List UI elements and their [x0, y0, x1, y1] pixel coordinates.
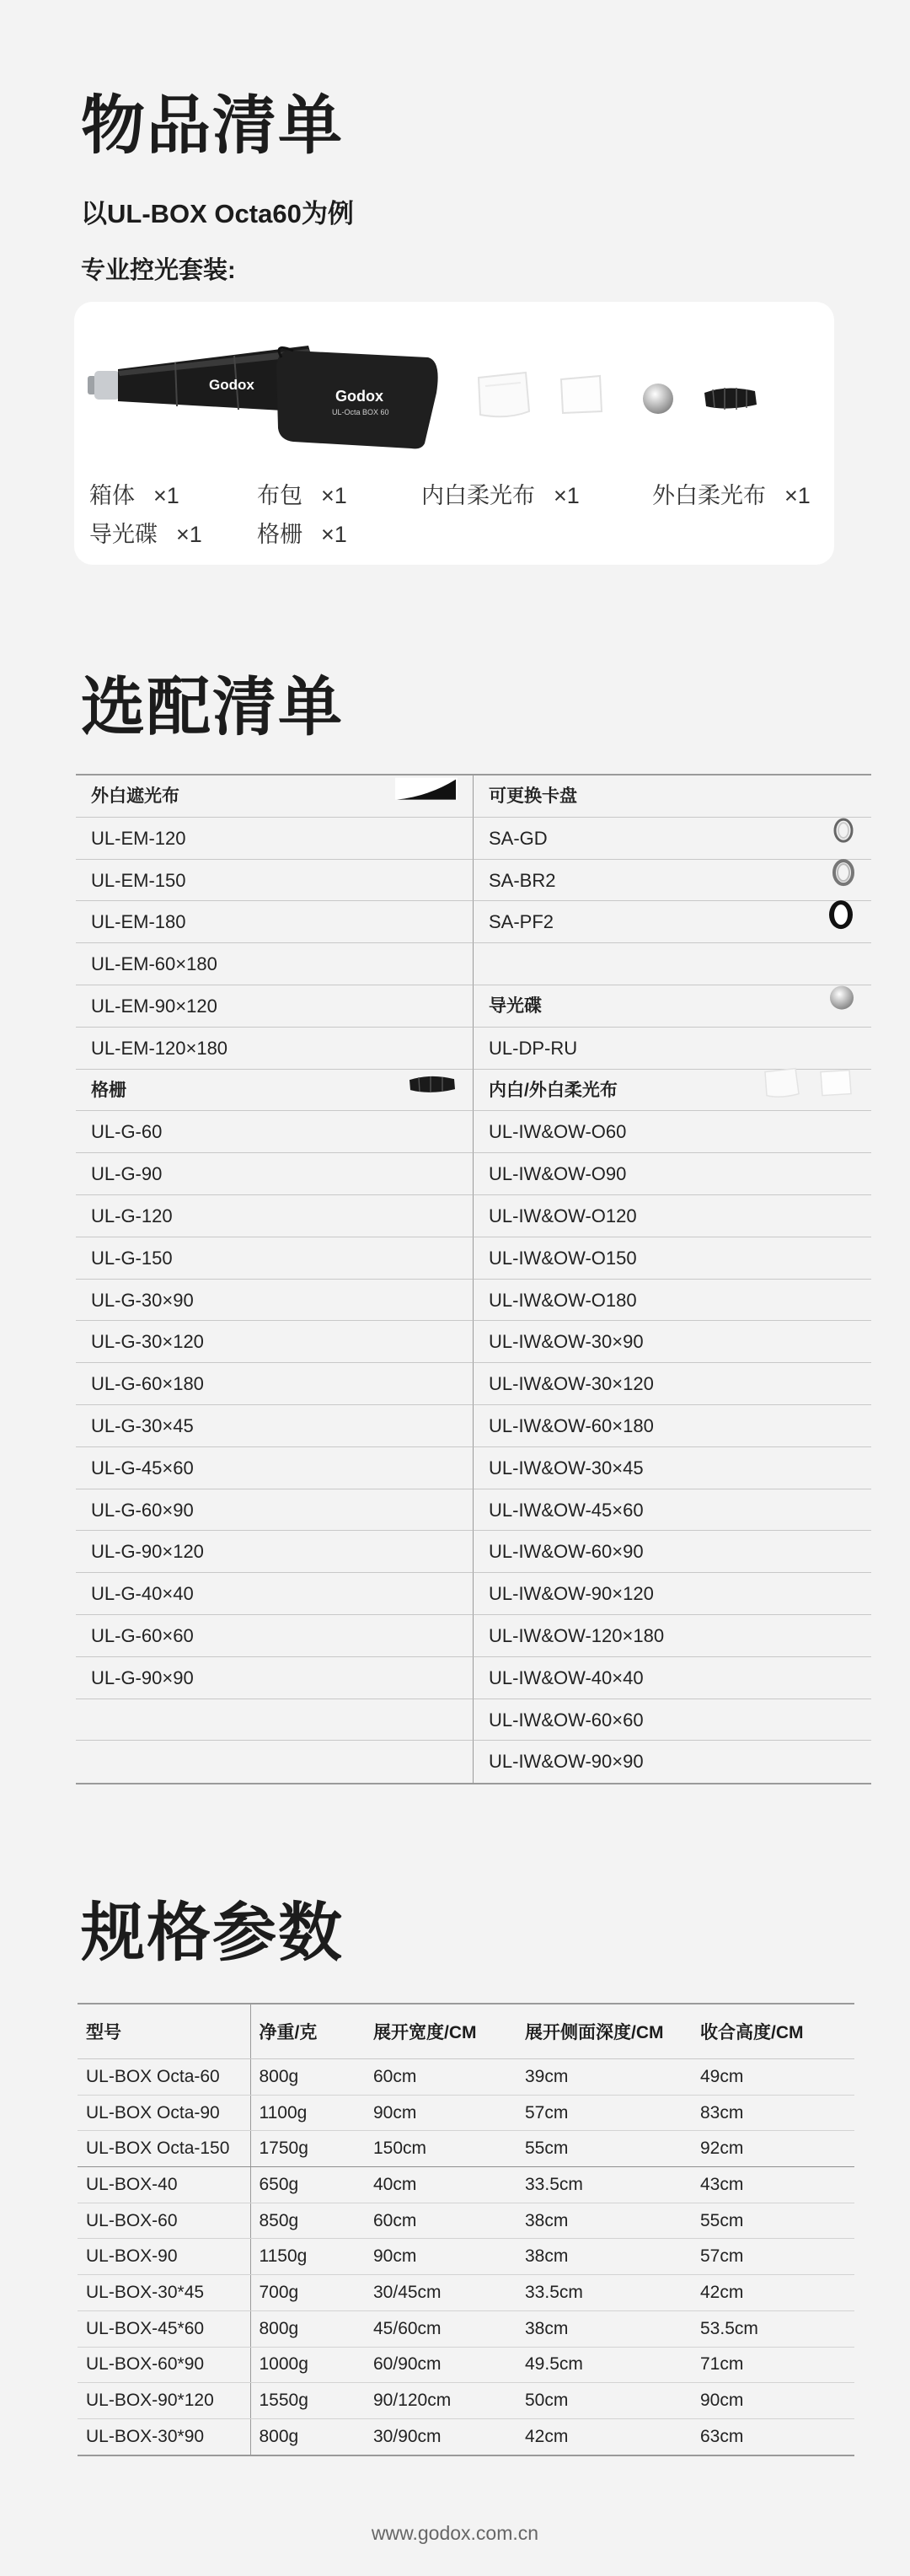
- accessory-row: [76, 1321, 871, 1363]
- specs-cell-depth: 55cm: [517, 2131, 692, 2167]
- accessory-row: [76, 1615, 871, 1657]
- specs-cell-weight: 1000g: [250, 2347, 365, 2383]
- accessory-item-left: [76, 985, 474, 1028]
- specs-cell-depth: 33.5cm: [517, 2275, 692, 2311]
- accessory-label: UL-G-90×120: [91, 1541, 204, 1563]
- accessory-row: [76, 1195, 871, 1237]
- specs-cell-model: UL-BOX-60: [78, 2203, 250, 2239]
- speed-ring-pf2-icon: [826, 898, 856, 947]
- accessory-label: UL-IW&OW-60×180: [489, 1414, 654, 1436]
- accessory-label: UL-G-30×120: [91, 1331, 204, 1353]
- specs-cell-height: 92cm: [692, 2131, 854, 2167]
- accessory-label: UL-EM-90×120: [91, 995, 217, 1017]
- specs-cell-weight: 650g: [250, 2167, 365, 2203]
- accessory-label: UL-IW&OW-O120: [489, 1205, 637, 1226]
- bag-model: UL-Octa BOX 60: [332, 408, 389, 416]
- accessory-row: [76, 943, 871, 985]
- accessory-row: [76, 1028, 871, 1070]
- specs-row: [78, 2239, 854, 2275]
- specs-cell-width: 90cm: [365, 2239, 517, 2275]
- specs-cell-depth: 50cm: [517, 2383, 692, 2419]
- accessory-item-right: [474, 1405, 871, 1447]
- accessory-category-right: [474, 775, 871, 818]
- accessory-item-left: [76, 1741, 474, 1783]
- specs-cell-height: 43cm: [692, 2167, 854, 2203]
- specs-cell-height: 63cm: [692, 2418, 854, 2455]
- accessory-row: [76, 1070, 871, 1112]
- blackout-cloth-icon: [395, 775, 458, 818]
- accessory-row: [76, 1280, 871, 1322]
- specs-row: [78, 2131, 854, 2167]
- footer-url[interactable]: www.godox.com.cn: [371, 2522, 539, 2544]
- accessory-item-left: [76, 1657, 474, 1699]
- accessory-item-right: [474, 901, 871, 943]
- accessory-item-right: [474, 1741, 871, 1783]
- accessory-row: [76, 1153, 871, 1195]
- accessory-item-right: [474, 1111, 871, 1153]
- accessory-row: [76, 1699, 871, 1741]
- optional-title: 选配清单: [81, 672, 344, 743]
- specs-cell-model: UL-BOX Octa-150: [78, 2131, 250, 2167]
- specs-cell-height: 49cm: [692, 2059, 854, 2096]
- specs-cell-height: 90cm: [692, 2383, 854, 2419]
- specs-cell-weight: 700g: [250, 2275, 365, 2311]
- specs-cell-width: 60/90cm: [365, 2347, 517, 2383]
- accessory-item-left: [76, 860, 474, 902]
- specs-header-height: 收合高度/CM: [692, 2004, 854, 2059]
- accessory-item-left: [76, 1489, 474, 1532]
- specs-cell-width: 30/45cm: [365, 2275, 517, 2311]
- accessory-item-left: [76, 1321, 474, 1363]
- accessory-row: [76, 901, 871, 943]
- specs-cell-height: 53.5cm: [692, 2310, 854, 2347]
- specs-row: [78, 2095, 854, 2131]
- accessory-label: UL-IW&OW-40×40: [489, 1666, 644, 1688]
- accessory-row: [76, 1237, 871, 1280]
- accessory-row: [76, 1573, 871, 1615]
- accessory-label: 外白遮光布: [91, 786, 179, 806]
- accessory-row: [76, 775, 871, 818]
- specs-cell-model: UL-BOX-45*60: [78, 2310, 250, 2347]
- accessory-category-right: [474, 1070, 871, 1112]
- accessory-row: [76, 1363, 871, 1405]
- accessory-item-right: [474, 1657, 871, 1699]
- specs-cell-width: 90/120cm: [365, 2383, 517, 2419]
- specs-table: [78, 2003, 854, 2456]
- specs-cell-weight: 1550g: [250, 2383, 365, 2419]
- specs-cell-width: 60cm: [365, 2059, 517, 2096]
- bag-brand: Godox: [335, 388, 383, 405]
- accessory-label: UL-IW&OW-30×45: [489, 1457, 644, 1479]
- light-disk-icon: [827, 984, 856, 1028]
- accessory-label: UL-IW&OW-120×180: [489, 1624, 665, 1646]
- packing-example: 以UL-BOX Octa60为例: [81, 199, 354, 228]
- accessory-label: UL-IW&OW-O150: [489, 1247, 637, 1269]
- accessory-row: [76, 1405, 871, 1447]
- specs-cell-height: 42cm: [692, 2275, 854, 2311]
- inner-diffuser-image: [474, 369, 533, 421]
- accessory-label: UL-IW&OW-O90: [489, 1163, 627, 1185]
- specs-cell-model: UL-BOX-60*90: [78, 2347, 250, 2383]
- accessory-item-right: [474, 1363, 871, 1405]
- accessory-item-left: [76, 1363, 474, 1405]
- specs-header-weight: 净重/克: [250, 2004, 365, 2059]
- accessory-label: UL-G-120: [91, 1205, 173, 1226]
- accessory-row: [76, 985, 871, 1028]
- accessory-label: 导光碟: [489, 996, 542, 1016]
- specs-cell-height: 71cm: [692, 2347, 854, 2383]
- specs-cell-weight: 800g: [250, 2059, 365, 2096]
- specs-row: [78, 2310, 854, 2347]
- accessory-label: 可更换卡盘: [489, 786, 577, 806]
- accessory-label: UL-IW&OW-30×120: [489, 1373, 654, 1395]
- specs-cell-width: 30/90cm: [365, 2418, 517, 2455]
- softbox-brand: Godox: [209, 377, 254, 393]
- accessory-item-right: [474, 1699, 871, 1741]
- specs-cell-width: 90cm: [365, 2095, 517, 2131]
- accessory-label: UL-IW&OW-90×120: [489, 1583, 654, 1605]
- accessory-item-left: [76, 1028, 474, 1070]
- specs-cell-width: 60cm: [365, 2203, 517, 2239]
- accessory-label: UL-IW&OW-O180: [489, 1289, 637, 1311]
- item-light-disk: 导光碟 ×1: [89, 522, 202, 547]
- specs-title: 规格参数: [81, 1897, 344, 1969]
- specs-cell-depth: 39cm: [517, 2059, 692, 2096]
- specs-cell-model: UL-BOX-40: [78, 2167, 250, 2203]
- specs-cell-depth: 38cm: [517, 2239, 692, 2275]
- accessory-item-left: [76, 1405, 474, 1447]
- accessory-row: [76, 860, 871, 902]
- accessory-label: UL-IW&OW-O60: [489, 1121, 627, 1143]
- accessory-item-left: [76, 1531, 474, 1573]
- accessory-label: UL-G-30×45: [91, 1414, 194, 1436]
- specs-cell-height: 83cm: [692, 2095, 854, 2131]
- accessory-item-right: [474, 1447, 871, 1489]
- specs-cell-height: 57cm: [692, 2239, 854, 2275]
- accessory-item-left: [76, 1699, 474, 1741]
- specs-cell-depth: 49.5cm: [517, 2347, 692, 2383]
- specs-header-width: 展开宽度/CM: [365, 2004, 517, 2059]
- specs-cell-weight: 800g: [250, 2310, 365, 2347]
- accessory-label: UL-IW&OW-60×90: [489, 1541, 644, 1563]
- specs-row: [78, 2418, 854, 2455]
- specs-cell-depth: 38cm: [517, 2203, 692, 2239]
- accessory-item-right: [474, 1573, 871, 1615]
- accessory-row: [76, 1657, 871, 1699]
- diffuser-cloth-icon: [762, 1065, 856, 1115]
- specs-cell-model: UL-BOX Octa-90: [78, 2095, 250, 2131]
- carry-bag-image: [268, 342, 445, 452]
- accessory-label: 格栅: [91, 1080, 126, 1100]
- accessory-label: UL-G-30×90: [91, 1289, 194, 1311]
- accessory-row: [76, 818, 871, 860]
- accessory-item-right: [474, 1489, 871, 1532]
- specs-cell-weight: 800g: [250, 2418, 365, 2455]
- accessory-label: UL-G-60×90: [91, 1499, 194, 1521]
- accessory-label: UL-EM-120×180: [91, 1037, 228, 1059]
- specs-row: [78, 2203, 854, 2239]
- specs-header-depth: 展开侧面深度/CM: [517, 2004, 692, 2059]
- specs-row: [78, 2167, 854, 2203]
- specs-cell-weight: 850g: [250, 2203, 365, 2239]
- accessory-label: UL-EM-180: [91, 911, 186, 933]
- accessory-label: 内白/外白柔光布: [489, 1080, 618, 1100]
- specs-header-model: 型号: [78, 2004, 250, 2059]
- specs-cell-model: UL-BOX-90: [78, 2239, 250, 2275]
- specs-cell-width: 150cm: [365, 2131, 517, 2167]
- specs-cell-width: 45/60cm: [365, 2310, 517, 2347]
- accessory-row: [76, 1531, 871, 1573]
- specs-cell-weight: 1750g: [250, 2131, 365, 2167]
- accessory-item-right: [474, 1321, 871, 1363]
- light-disk-image: [639, 379, 677, 418]
- speed-ring-gd-icon: [831, 817, 856, 859]
- grid-image: [701, 383, 760, 413]
- specs-cell-depth: 57cm: [517, 2095, 692, 2131]
- specs-header-row: [78, 2004, 854, 2059]
- accessory-row: [76, 1111, 871, 1153]
- accessory-item-right: [474, 1615, 871, 1657]
- accessory-row: [76, 1489, 871, 1532]
- specs-cell-weight: 1150g: [250, 2239, 365, 2275]
- specs-cell-width: 40cm: [365, 2167, 517, 2203]
- accessory-category-left: [76, 1070, 474, 1112]
- accessory-item-right: [474, 1531, 871, 1573]
- speed-ring-br2-icon: [831, 858, 856, 902]
- accessory-label: UL-EM-150: [91, 869, 186, 891]
- specs-cell-height: 55cm: [692, 2203, 854, 2239]
- specs-cell-model: UL-BOX-30*90: [78, 2418, 250, 2455]
- specs-cell-model: UL-BOX Octa-60: [78, 2059, 250, 2096]
- accessory-row: [76, 1741, 871, 1783]
- accessory-item-left: [76, 1153, 474, 1195]
- accessory-item-left: [76, 1195, 474, 1237]
- accessory-item-right: [474, 1237, 871, 1280]
- accessory-item-left: [76, 1615, 474, 1657]
- accessory-label: UL-EM-120: [91, 827, 186, 849]
- accessory-item-right: [474, 1280, 871, 1322]
- accessory-item-left: [76, 1111, 474, 1153]
- item-softbox: 箱体 ×1: [89, 483, 179, 508]
- accessory-item-left: [76, 1573, 474, 1615]
- optional-accessories-table: [76, 774, 871, 1784]
- accessory-label: UL-G-60×60: [91, 1624, 194, 1646]
- outer-diffuser-image: [558, 374, 605, 416]
- accessory-item-right: [474, 818, 871, 860]
- accessory-label: UL-G-150: [91, 1247, 173, 1269]
- specs-cell-depth: 38cm: [517, 2310, 692, 2347]
- accessory-label: UL-IW&OW-45×60: [489, 1499, 644, 1521]
- accessory-category-right: [474, 985, 871, 1028]
- item-inner-diffuser: 内白柔光布 ×1: [421, 483, 580, 508]
- specs-cell-model: UL-BOX-30*45: [78, 2275, 250, 2311]
- accessory-item-left: [76, 1237, 474, 1280]
- accessory-item-right: [474, 943, 871, 985]
- accessory-item-left: [76, 943, 474, 985]
- accessory-item-left: [76, 818, 474, 860]
- item-bag: 布包 ×1: [257, 483, 347, 508]
- specs-cell-weight: 1100g: [250, 2095, 365, 2131]
- specs-row: [78, 2275, 854, 2311]
- accessory-label: UL-IW&OW-90×90: [489, 1751, 644, 1773]
- accessory-label: SA-PF2: [489, 911, 554, 933]
- item-outer-diffuser: 外白柔光布 ×1: [652, 483, 811, 508]
- accessory-item-left: [76, 1280, 474, 1322]
- accessory-label: UL-EM-60×180: [91, 953, 217, 975]
- accessory-item-right: [474, 1195, 871, 1237]
- accessory-label: UL-G-60×180: [91, 1373, 204, 1395]
- accessory-label: SA-GD: [489, 827, 548, 849]
- item-grid: 格栅 ×1: [257, 522, 347, 547]
- specs-row: [78, 2383, 854, 2419]
- specs-row: [78, 2059, 854, 2096]
- accessory-label: UL-G-45×60: [91, 1457, 194, 1479]
- accessory-label: UL-IW&OW-60×60: [489, 1709, 644, 1731]
- accessory-item-right: [474, 1153, 871, 1195]
- package-contents-card: [74, 302, 834, 565]
- accessory-label: UL-DP-RU: [489, 1037, 578, 1059]
- accessory-label: UL-G-60: [91, 1121, 163, 1143]
- kit-label: 专业控光套装:: [81, 257, 236, 284]
- accessory-item-right: [474, 860, 871, 902]
- specs-cell-depth: 42cm: [517, 2418, 692, 2455]
- accessory-category-left: [76, 775, 474, 818]
- grid-icon: [407, 1069, 458, 1111]
- accessory-item-left: [76, 1447, 474, 1489]
- specs-cell-depth: 33.5cm: [517, 2167, 692, 2203]
- specs-row: [78, 2347, 854, 2383]
- accessory-item-right: [474, 1028, 871, 1070]
- accessory-item-left: [76, 901, 474, 943]
- accessory-label: UL-G-90×90: [91, 1666, 194, 1688]
- specs-cell-model: UL-BOX-90*120: [78, 2383, 250, 2419]
- accessory-label: UL-G-90: [91, 1163, 163, 1185]
- packing-title: 物品清单: [81, 90, 344, 162]
- accessory-label: SA-BR2: [489, 869, 556, 891]
- accessory-label: UL-IW&OW-30×90: [489, 1331, 644, 1353]
- accessory-row: [76, 1447, 871, 1489]
- accessory-label: UL-G-40×40: [91, 1583, 194, 1605]
